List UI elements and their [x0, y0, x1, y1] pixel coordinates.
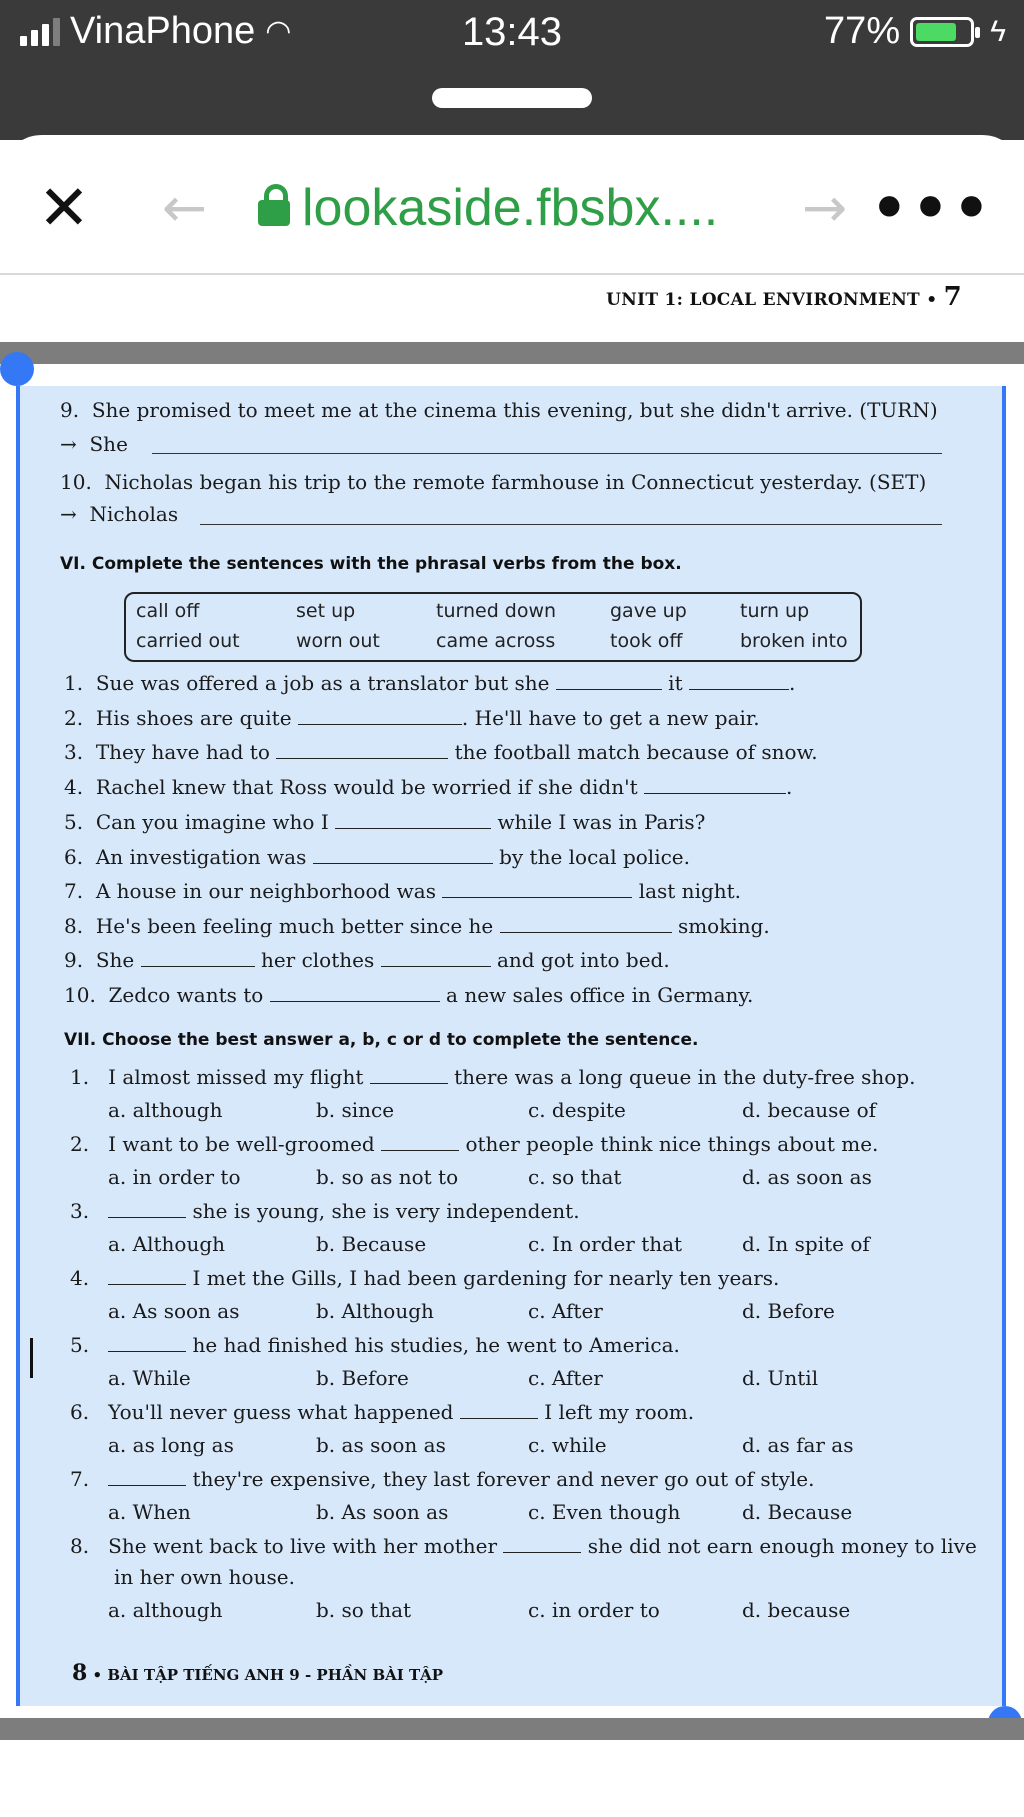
- mc-option-a[interactable]: a. although: [108, 1598, 223, 1622]
- arrow-icon: →: [60, 432, 77, 456]
- mc-option-c[interactable]: c. In order that: [528, 1232, 683, 1256]
- s6-item-5: 5. Can you imagine who I while I was in Paris?: [64, 810, 706, 834]
- word-option: gave up: [610, 600, 687, 622]
- battery-percent: 77%: [824, 10, 901, 52]
- mc-option-d[interactable]: d. as far as: [742, 1433, 854, 1457]
- footer-title: • BÀI TẬP TIẾNG ANH 9 - PHẦN BÀI TẬP: [92, 1666, 444, 1684]
- mc-option-c[interactable]: c. After: [528, 1366, 603, 1390]
- next-page-area: [0, 1740, 1024, 1817]
- mc-option-a[interactable]: a. Although: [108, 1232, 226, 1256]
- mc-option-b[interactable]: b. Because: [316, 1232, 427, 1256]
- wifi-icon: ◠: [265, 15, 292, 48]
- mc-option-b[interactable]: b. since: [316, 1098, 395, 1122]
- close-button[interactable]: ✕: [38, 171, 90, 244]
- page-divider: [0, 342, 1024, 364]
- arrow-icon: →: [60, 502, 77, 526]
- word-option: came across: [436, 630, 556, 652]
- s6-item-10: 10. Zedco wants to a new sales office in Germany.: [64, 983, 754, 1007]
- rewrite-item-10: 10. Nicholas began his trip to the remote farmhouse in Connecticut yesterday. (SET): [60, 470, 927, 494]
- back-button[interactable]: ←: [162, 176, 208, 239]
- mc-option-b[interactable]: b. so that: [316, 1598, 412, 1622]
- status-bar: [0, 0, 1024, 140]
- mc-option-d[interactable]: d. Until: [742, 1366, 819, 1390]
- mc-question-8: 8. She went back to live with her mother she did not earn enough money to live: [70, 1534, 977, 1558]
- page-header: [606, 282, 962, 312]
- word-option: took off: [610, 630, 683, 652]
- s6-item-8: 8. He's been feeling much better since he smoking.: [64, 914, 770, 938]
- answer-line[interactable]: [152, 452, 942, 454]
- footer-page-number: 8: [72, 1660, 88, 1686]
- mc-option-a[interactable]: a. although: [108, 1098, 223, 1122]
- answer-blank[interactable]: [108, 1467, 186, 1486]
- word-option: turned down: [436, 600, 557, 622]
- s6-item-4: 4. Rachel knew that Ross would be worried if she didn't .: [64, 775, 793, 799]
- word-option: carried out: [136, 630, 240, 652]
- page-footer: [72, 1660, 443, 1686]
- mc-option-c[interactable]: c. Even though: [528, 1500, 681, 1524]
- mc-option-a[interactable]: a. as long as: [108, 1433, 234, 1457]
- s6-item-3: 3. They have had to the football match because of snow.: [64, 740, 818, 764]
- status-time: 13:43: [461, 10, 563, 54]
- mc-option-d[interactable]: d. Because: [742, 1500, 853, 1524]
- word-option: call off: [136, 600, 200, 622]
- rewrite-answer-10: → Nicholas: [60, 502, 179, 526]
- word-option: set up: [296, 600, 356, 622]
- mc-option-c[interactable]: c. in order to: [528, 1598, 660, 1622]
- charging-icon: ϟ: [990, 14, 1006, 48]
- url-text: lookaside.fbsbx....: [302, 179, 719, 237]
- answer-blank[interactable]: [503, 1534, 581, 1553]
- mc-option-b[interactable]: b. Although: [316, 1299, 434, 1323]
- url-bar[interactable]: [258, 178, 718, 238]
- mc-question-continuation: in her own house.: [114, 1565, 295, 1589]
- section-7-heading: VII. Choose the best answer a, b, c or d to complete the sentence.: [64, 1030, 699, 1050]
- lock-icon: [258, 200, 290, 226]
- section-6-heading: VI. Complete the sentences with the phrasal verbs from the box.: [60, 554, 682, 574]
- battery-level: [916, 23, 956, 41]
- mc-option-d[interactable]: d. because of: [742, 1098, 877, 1122]
- rewrite-item-9: 9. She promised to meet me at the cinema this evening, but she didn't arrive. (TURN): [60, 398, 938, 422]
- mc-option-c[interactable]: c. despite: [528, 1098, 626, 1122]
- mc-option-b[interactable]: b. As soon as: [316, 1500, 449, 1524]
- mc-question-6: 6. You'll never guess what happened I left my room.: [70, 1400, 695, 1424]
- s6-item-9: 9. She her clothes and got into bed.: [64, 948, 670, 972]
- mc-question-3: 3. she is young, she is very independent.: [70, 1199, 580, 1223]
- unit-title: UNIT 1: LOCAL ENVIRONMENT •: [606, 290, 938, 310]
- mc-option-a[interactable]: a. in order to: [108, 1165, 241, 1189]
- mc-option-d[interactable]: d. as soon as: [742, 1165, 872, 1189]
- mc-option-c[interactable]: c. while: [528, 1433, 607, 1457]
- mc-option-c[interactable]: c. After: [528, 1299, 603, 1323]
- s6-item-6: 6. An investigation was by the local police.: [64, 845, 690, 869]
- answer-blank[interactable]: [108, 1333, 186, 1352]
- answer-blank[interactable]: [460, 1400, 538, 1419]
- mc-option-b[interactable]: b. so as not to: [316, 1165, 459, 1189]
- mc-option-d[interactable]: d. Before: [742, 1299, 835, 1323]
- mc-question-2: 2. I want to be well-groomed other people think nice things about me.: [70, 1132, 879, 1156]
- mc-option-a[interactable]: a. While: [108, 1366, 191, 1390]
- mc-option-c[interactable]: c. so that: [528, 1165, 622, 1189]
- battery-icon: [910, 17, 974, 47]
- sheet-handle[interactable]: [432, 88, 592, 108]
- answer-line[interactable]: [200, 523, 942, 525]
- phrasal-verb-box: [124, 592, 862, 662]
- mc-option-b[interactable]: b. as soon as: [316, 1433, 446, 1457]
- mc-question-5: 5. he had finished his studies, he went to America.: [70, 1333, 680, 1357]
- forward-button[interactable]: →: [802, 176, 848, 239]
- mc-question-4: 4. I met the Gills, I had been gardening for nearly ten years.: [70, 1266, 780, 1290]
- battery-area: [824, 10, 1006, 53]
- s6-item-1: 1. Sue was offered a job as a translator but she it .: [64, 671, 796, 695]
- word-option: worn out: [296, 630, 380, 652]
- s6-item-2: 2. His shoes are quite . He'll have to get a new pair.: [64, 706, 760, 730]
- page-divider-bottom: [0, 1718, 1024, 1740]
- mc-option-b[interactable]: b. Before: [316, 1366, 409, 1390]
- margin-mark: [30, 1338, 33, 1378]
- answer-blank[interactable]: [108, 1266, 186, 1285]
- answer-blank[interactable]: [108, 1199, 186, 1218]
- answer-blank[interactable]: [381, 1132, 459, 1151]
- word-option: turn up: [740, 600, 810, 622]
- mc-option-a[interactable]: a. As soon as: [108, 1299, 240, 1323]
- selection-start-handle[interactable]: [0, 352, 34, 386]
- more-menu-button[interactable]: •••: [870, 174, 994, 242]
- mc-option-a[interactable]: a. When: [108, 1500, 191, 1524]
- word-option: broken into: [740, 630, 848, 652]
- carrier-name: VinaPhone: [70, 10, 256, 52]
- mc-question-1: 1. I almost missed my flight there was a long queue in the duty-free shop.: [70, 1065, 916, 1089]
- mc-option-d[interactable]: d. because: [742, 1598, 851, 1622]
- s6-item-7: 7. A house in our neighborhood was last night.: [64, 879, 742, 903]
- answer-blank[interactable]: [370, 1065, 448, 1084]
- mc-option-d[interactable]: d. In spite of: [742, 1232, 870, 1256]
- page-number: 7: [943, 282, 962, 312]
- rewrite-answer-9: → She: [60, 432, 128, 456]
- mc-question-7: 7. they're expensive, they last forever and never go out of style.: [70, 1467, 815, 1491]
